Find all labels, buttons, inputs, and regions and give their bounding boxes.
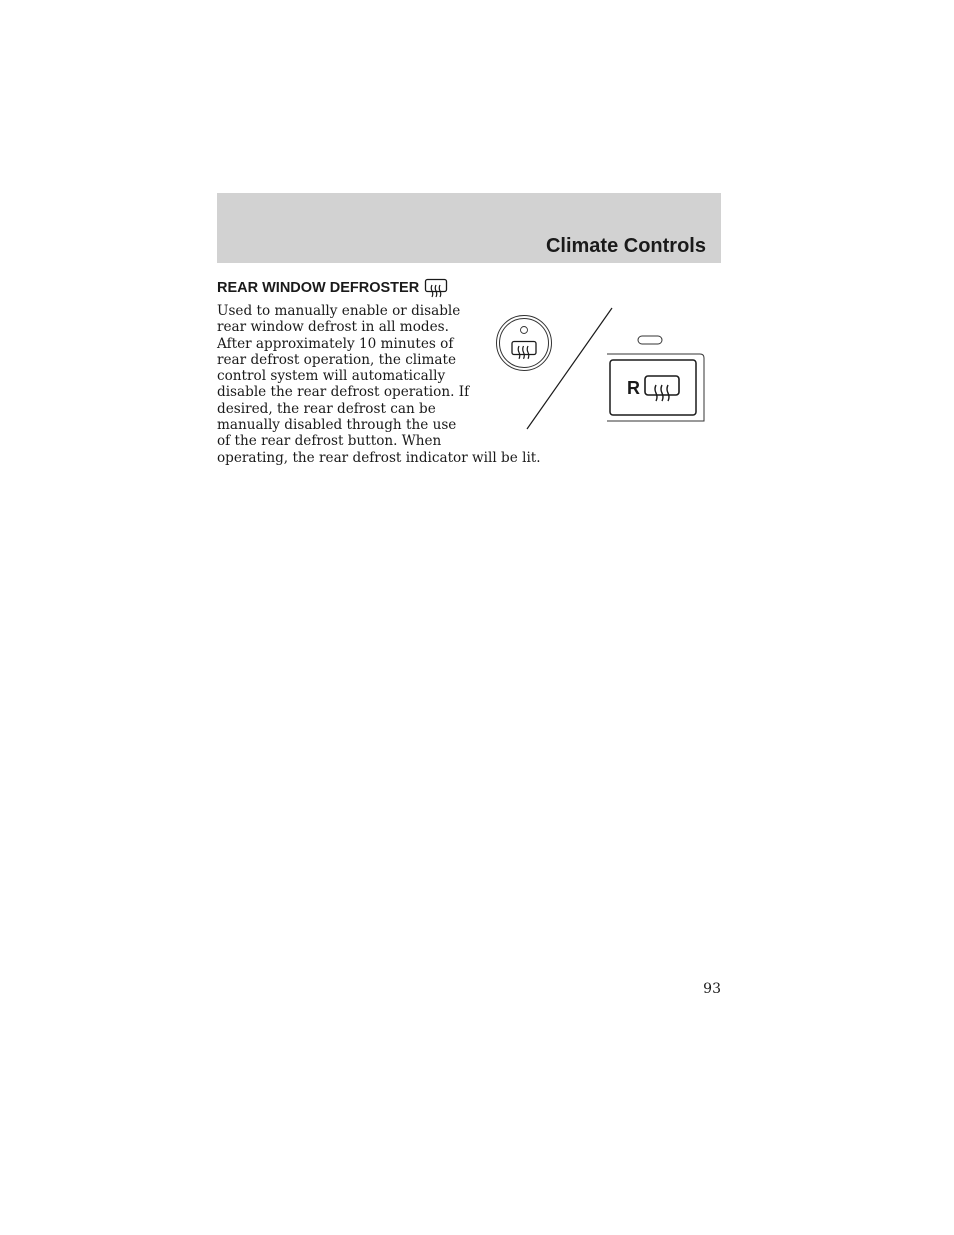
body-line: rear defrost operation, the climate <box>217 351 457 368</box>
round-defrost-button <box>497 316 552 371</box>
body-line: rear window defrost in all modes. <box>217 319 449 336</box>
body-line: After approximately 10 minutes of <box>217 335 454 352</box>
body-line: desired, the rear defrost can be <box>217 400 436 417</box>
body-line: of the rear defrost button. When <box>217 433 442 450</box>
indicator-light-icon <box>638 336 662 344</box>
section-heading <box>217 277 448 299</box>
page-title: Climate Controls <box>545 235 706 257</box>
body-line: Used to manually enable or disable <box>217 303 461 319</box>
body-line: operating, the rear defrost indicator will be lit. <box>217 449 541 466</box>
body-line: control system will automatically <box>217 368 446 385</box>
page-number: 93 <box>703 981 721 997</box>
defroster-illustration <box>492 305 707 433</box>
rear-defrost-panel-button <box>610 360 696 415</box>
rear-defrost-icon <box>424 278 448 298</box>
panel-button-label: R <box>627 378 640 398</box>
section-header-band <box>217 193 721 263</box>
section-heading-text: REAR WINDOW DEFROSTER <box>217 280 420 296</box>
body-line: manually disabled through the use <box>217 417 457 434</box>
defroster-illustration-svg <box>492 305 707 433</box>
body-line: disable the rear defrost operation. If <box>217 384 470 401</box>
